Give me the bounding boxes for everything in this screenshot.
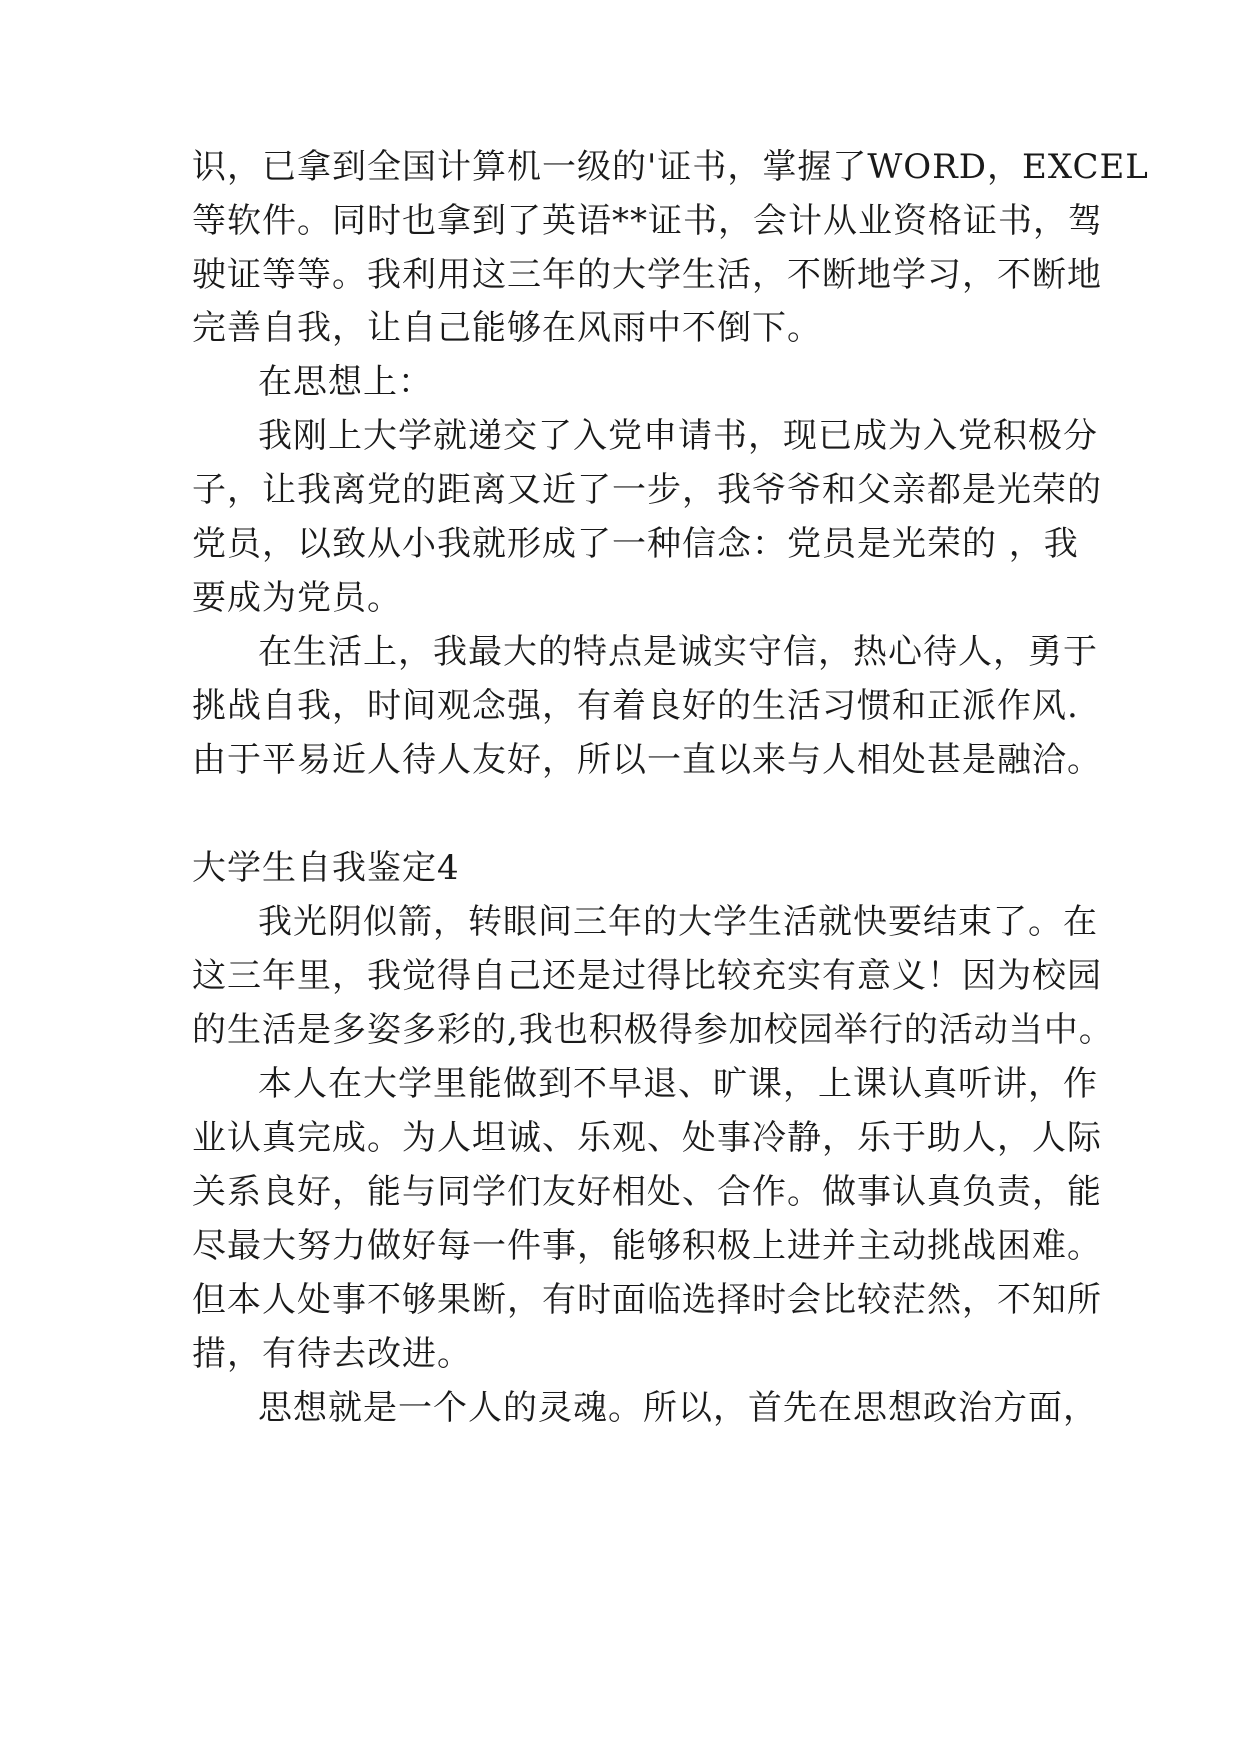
body-text-line: 在生活上，我最大的特点是诚实守信，热心待人，勇于: [258, 632, 1098, 672]
body-text-line: 驶证等等。我利用这三年的大学生活，不断地学习，不断地: [192, 255, 1102, 295]
body-text-line: 等软件。同时也拿到了英语**证书，会计从业资格证书，驾: [192, 201, 1103, 241]
body-text-line: 但本人处事不够果断，有时面临选择时会比较茫然，不知所: [192, 1280, 1102, 1320]
body-text-line: 业认真完成。为人坦诚、乐观、处事冷静，乐于助人，人际: [192, 1118, 1102, 1158]
section-heading: 在思想上：: [258, 362, 433, 402]
body-text-line: 完善自我，让自己能够在风雨中不倒下。: [192, 308, 822, 348]
body-text-line: 由于平易近人待人友好，所以一直以来与人相处甚是融洽。: [192, 740, 1102, 780]
section-title: 大学生自我鉴定4: [192, 848, 460, 888]
body-text-line: 子，让我离党的距离又近了一步，我爷爷和父亲都是光荣的: [192, 470, 1102, 510]
body-text-line: 的生活是多姿多彩的,我也积极得参加校园举行的活动当中。: [192, 1010, 1114, 1050]
body-text-line: 关系良好，能与同学们友好相处、合作。做事认真负责，能: [192, 1172, 1102, 1212]
body-text-line: 这三年里，我觉得自己还是过得比较充实有意义！因为校园: [192, 956, 1102, 996]
body-text-line: 要成为党员。: [192, 578, 402, 618]
body-text-line: 本人在大学里能做到不早退、旷课，上课认真听讲，作: [258, 1064, 1098, 1104]
body-text-line: 措，有待去改进。: [192, 1334, 472, 1374]
body-text-line: 识，已拿到全国计算机一级的'证书，掌握了WORD，EXCEL: [192, 147, 1149, 187]
body-text-line: 我刚上大学就递交了入党申请书，现已成为入党积极分: [258, 416, 1098, 456]
body-text-line: 尽最大努力做好每一件事，能够积极上进并主动挑战困难。: [192, 1226, 1102, 1266]
body-text-line: 挑战自我，时间观念强，有着良好的生活习惯和正派作风.: [192, 686, 1079, 726]
body-text-line: 党员，以致从小我就形成了一种信念：党员是光荣的 ，我: [192, 524, 1079, 564]
body-text-line: 我光阴似箭，转眼间三年的大学生活就快要结束了。在: [258, 902, 1098, 942]
body-text-line: 思想就是一个人的灵魂。所以，首先在思想政治方面，: [258, 1388, 1098, 1428]
